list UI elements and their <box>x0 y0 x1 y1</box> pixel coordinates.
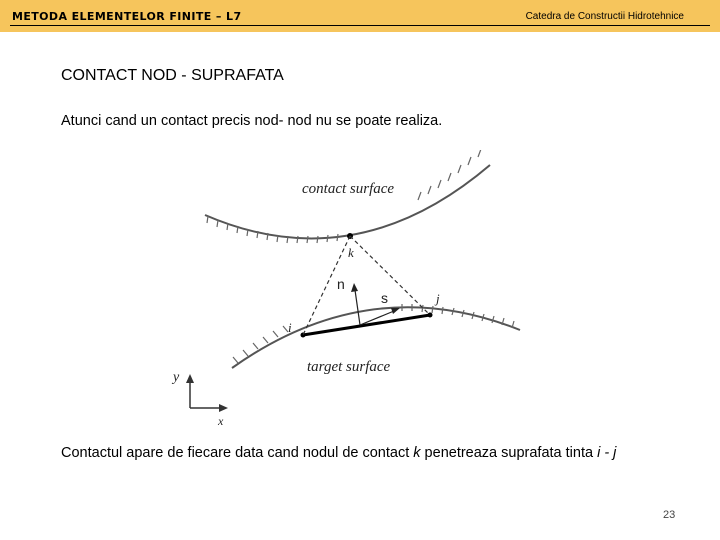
course-title: METODA ELEMENTELOR FINITE – L7 <box>12 10 242 23</box>
target-segment-ij <box>303 315 430 335</box>
tangent-arrowhead <box>391 308 400 314</box>
x-axis-arrowhead <box>219 404 228 412</box>
contact-surface-curve <box>205 165 490 238</box>
dashed-line-k-j <box>350 236 430 315</box>
body-text <box>61 443 681 464</box>
normal-vector <box>355 290 360 325</box>
target-surface-hatching <box>233 304 514 363</box>
page-number: 23 <box>663 509 676 521</box>
body-text-part: penetreaza suprafata tinta <box>420 445 598 461</box>
body-text-part: Contactul apare de fiecare data cand nodul de contact <box>61 445 414 461</box>
contact-diagram <box>170 150 530 430</box>
header-bar <box>0 0 720 32</box>
y-axis-label: y <box>173 370 180 385</box>
target-surface-label: target surface <box>307 359 391 375</box>
normal-arrowhead <box>351 283 358 292</box>
x-axis-label: x <box>218 414 224 428</box>
normal-label: n <box>337 276 345 292</box>
tangent-label: s <box>381 290 388 306</box>
department-name: Catedra de Constructii Hidrotehnice <box>525 11 684 22</box>
slide-title: CONTACT NOD - SUPRAFATA <box>61 67 284 84</box>
node-i-label: i <box>288 320 292 335</box>
contact-surface-label: contact surface <box>302 181 395 197</box>
node-k-label: k <box>348 245 354 260</box>
node-k-ref: k <box>413 445 421 461</box>
y-axis-arrowhead <box>186 374 194 383</box>
segment-ij-ref: i - j <box>597 445 617 461</box>
intro-text: Atunci cand un contact precis nod- nod nu se poate realiza. <box>61 113 443 129</box>
header-divider <box>10 25 710 26</box>
node-j-label: j <box>436 291 440 306</box>
